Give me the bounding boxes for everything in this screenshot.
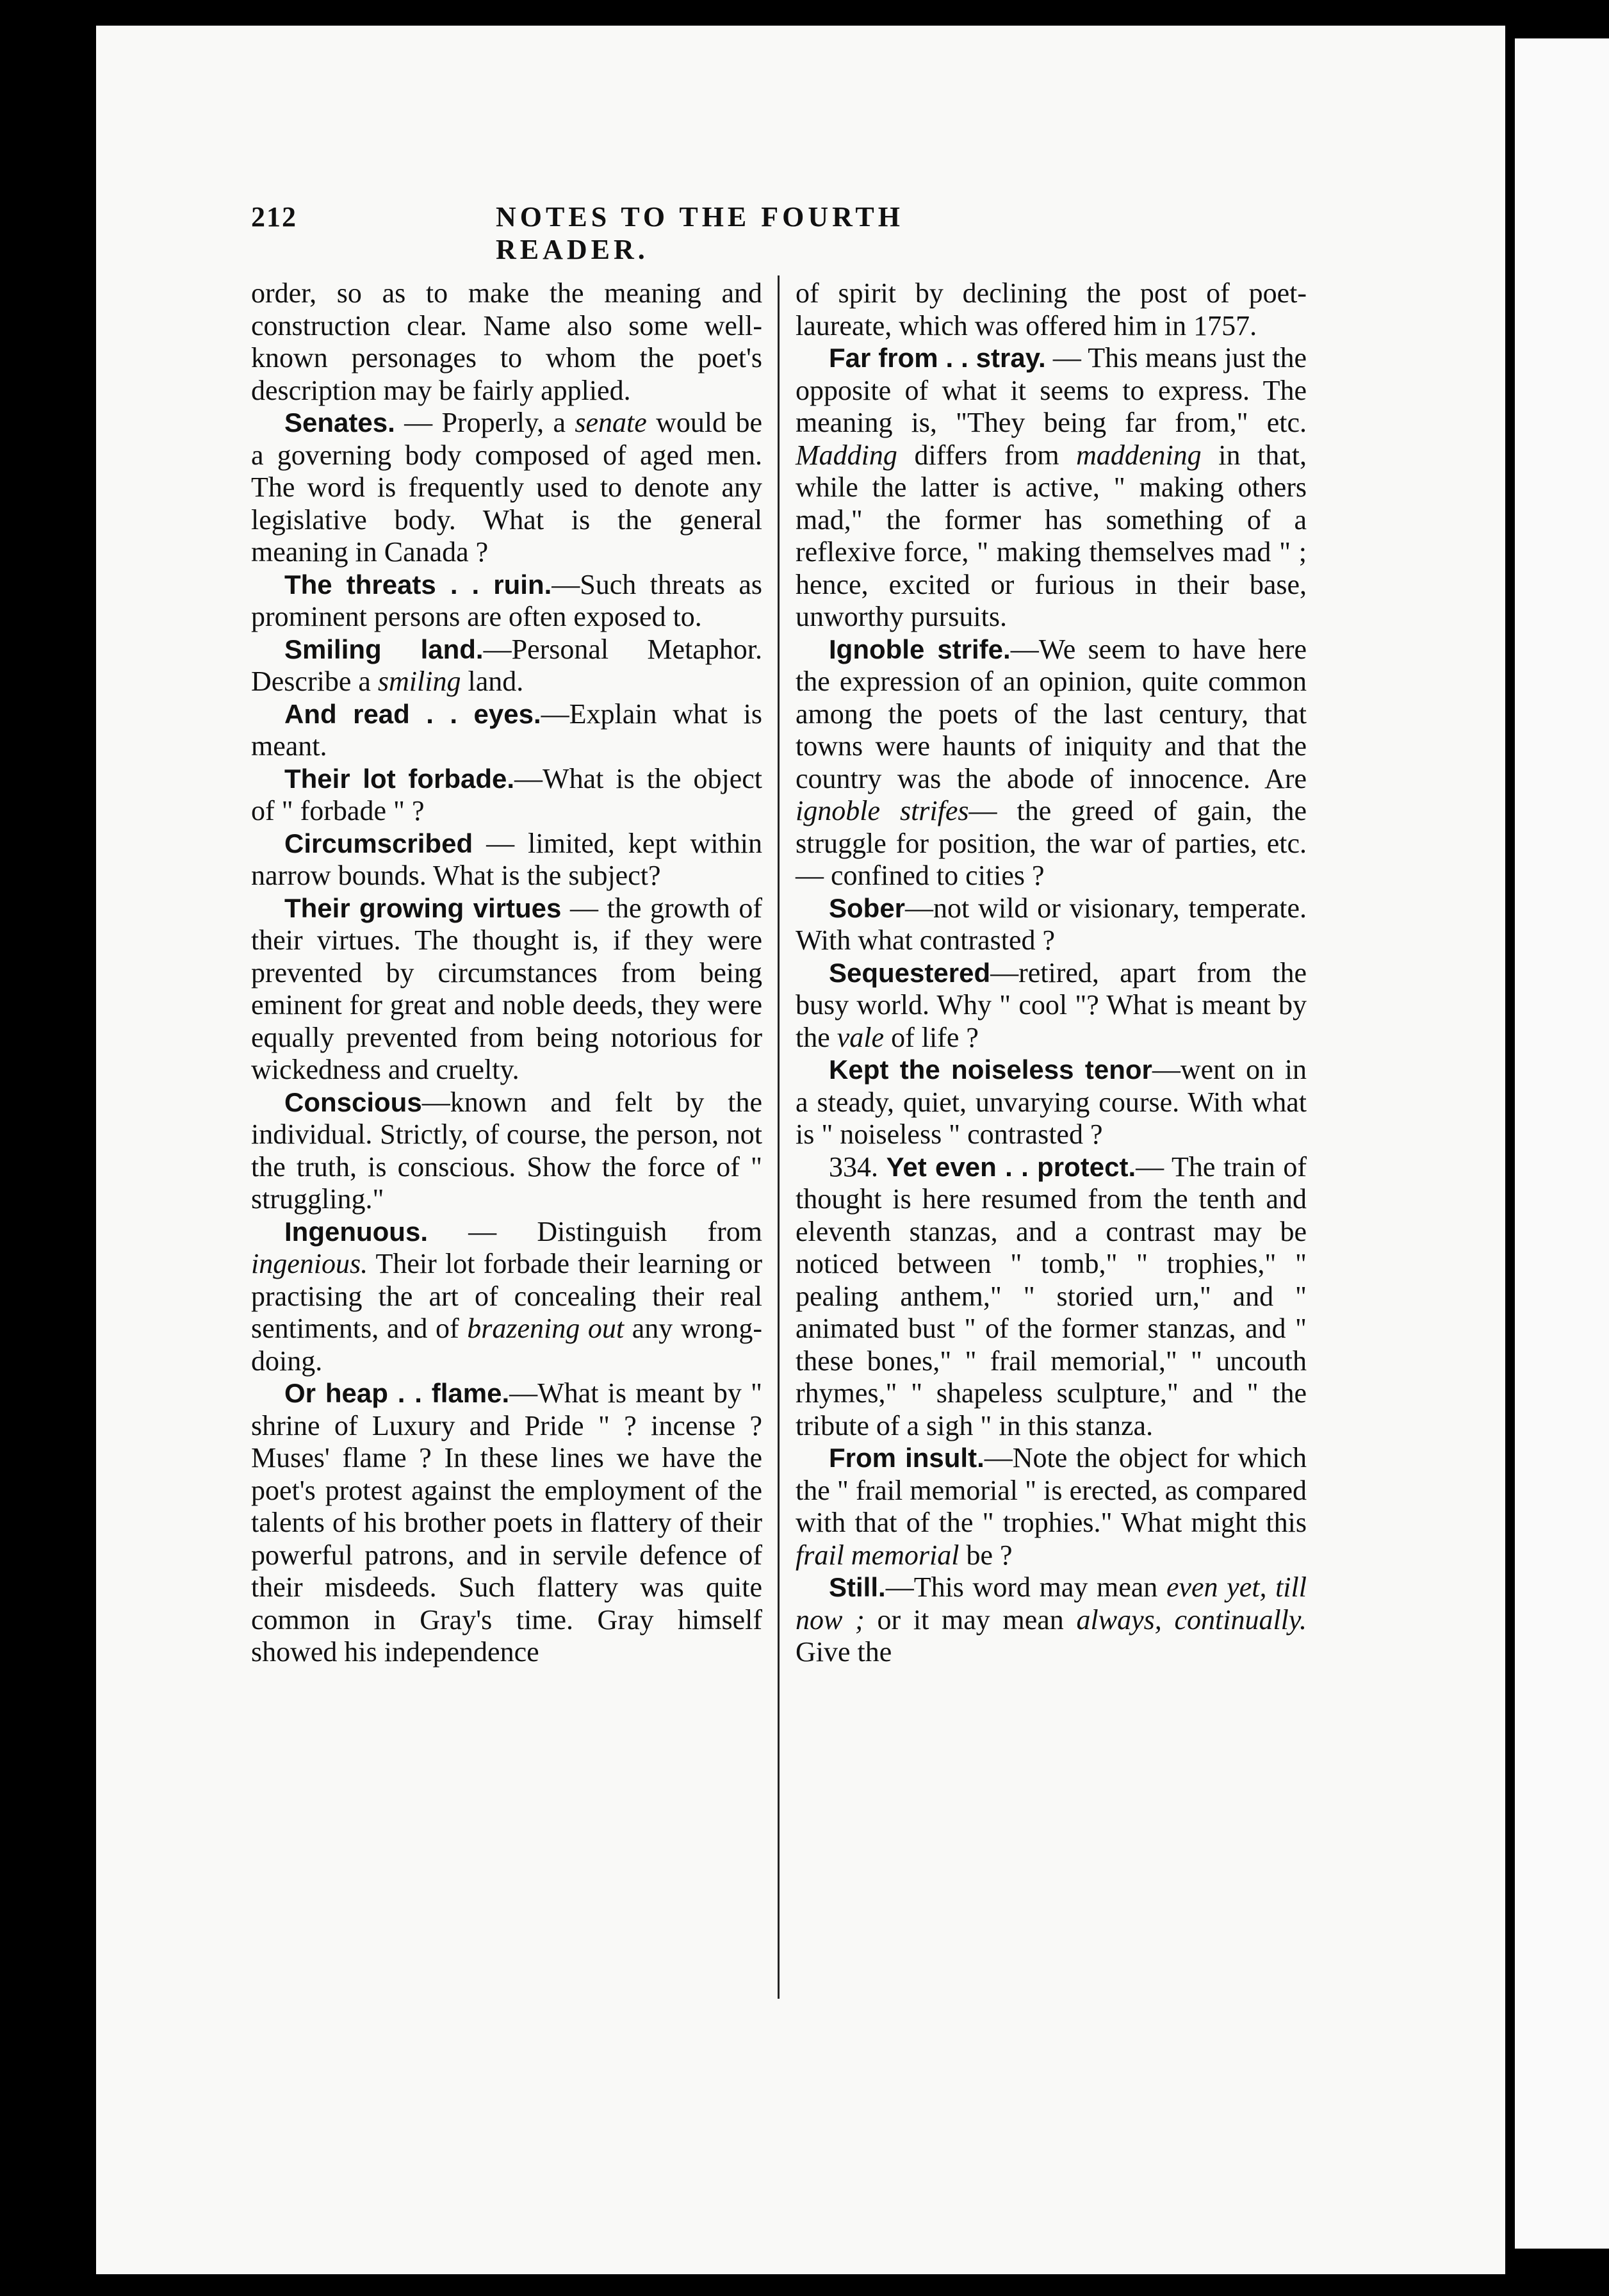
note-text: differs from bbox=[897, 439, 1077, 471]
page-number: 212 bbox=[251, 201, 297, 233]
note-text: —not wild or visionary, temperate. With what contrasted ? bbox=[796, 892, 1307, 956]
note-yet-even bbox=[796, 1151, 1307, 1443]
note-heading: And read . . eyes. bbox=[284, 698, 541, 729]
note-text: land. bbox=[461, 666, 524, 697]
note-italic: smiling bbox=[377, 666, 461, 697]
paragraph-continuation bbox=[796, 277, 1307, 342]
note-italic: senate bbox=[575, 407, 647, 438]
left-column bbox=[251, 277, 762, 1669]
note-far-from bbox=[796, 342, 1307, 634]
note-text: —Such threats as prominent persons are often exposed to. bbox=[251, 568, 762, 632]
line-number: 334. bbox=[829, 1151, 886, 1183]
note-heading: Circumscribed bbox=[284, 828, 473, 858]
note-their-lot-forbade bbox=[251, 763, 762, 828]
note-text: Give the bbox=[796, 1636, 892, 1668]
note-heading: Senates. bbox=[284, 407, 395, 438]
note-text: —Personal Metaphor. Describe a bbox=[251, 633, 762, 697]
note-italic: frail memorial bbox=[796, 1539, 960, 1571]
note-text: — the greed of gain, the struggle for position, the war of parties, etc.— confined to cities ? bbox=[796, 795, 1307, 891]
note-heading: Ingenuous. bbox=[284, 1216, 428, 1247]
note-text: any wrong-doing. bbox=[251, 1313, 763, 1377]
note-heading: Conscious bbox=[284, 1086, 422, 1117]
note-heading: Their growing virtues bbox=[284, 892, 562, 923]
note-heading: Their lot forbade. bbox=[284, 763, 515, 794]
running-title: NOTES TO THE FOURTH READER. bbox=[496, 201, 904, 265]
note-text: — Distinguish from bbox=[428, 1215, 762, 1247]
note-text: —retired, apart from the busy world. Why " cool "? What is meant by the bbox=[796, 956, 1307, 1053]
note-text: — the growth of their virtues. The thought is, if they were prevented by circumstances from being eminent for great and noble deeds, they were equally prevented from being notorious for wickedness and cruelty. bbox=[251, 892, 763, 1085]
note-heading: The threats . . ruin. bbox=[284, 569, 552, 600]
note-text: — This means just the opposite of what it seems to express. The meaning is, "They being far from," etc. bbox=[796, 342, 1307, 438]
note-italic: vale bbox=[837, 1021, 885, 1053]
note-heading: Yet even . . protect. bbox=[886, 1151, 1136, 1182]
note-from-insult bbox=[796, 1442, 1307, 1571]
note-senates bbox=[251, 407, 762, 569]
note-italic: always, continually. bbox=[1076, 1603, 1307, 1636]
note-text: in that, while the latter is active, " making others mad," the former has something of a reflexive force, " making themselves mad " ; hence, excited or furious in their base, unworthy pursuits. bbox=[796, 439, 1307, 632]
note-heading: Kept the noiseless tenor bbox=[829, 1054, 1152, 1085]
note-the-threats bbox=[251, 569, 762, 634]
note-heading: Still. bbox=[829, 1572, 886, 1602]
note-text: would be a governing body composed of aged men. The word is frequently used to denote any legislative body. What is the general meaning in Canada ? bbox=[251, 407, 763, 568]
note-heading: Far from . . stray. bbox=[829, 343, 1046, 373]
note-italic: brazening out bbox=[467, 1313, 625, 1344]
note-and-read bbox=[251, 698, 762, 763]
note-text: —We seem to have here the expression of an opinion, quite common among the poets of the last century, that towns were haunts of iniquity and that the country was the abode of innocence. Are bbox=[796, 633, 1307, 794]
note-italic: Madding bbox=[796, 439, 897, 471]
note-smiling-land bbox=[251, 634, 762, 698]
note-text: —What is the object of " forbade " ? bbox=[251, 762, 762, 826]
note-text: —known and felt by the individual. Strictly, of course, the person, not the truth, is conscious. Show the force of " struggling." bbox=[251, 1086, 762, 1215]
note-heading: Sober bbox=[829, 892, 906, 923]
note-heading: Sequestered bbox=[829, 957, 991, 988]
paragraph-text: order, so as to make the meaning and construction clear. Name also some well-known personages to whom the poet's description may be fairly applied. bbox=[251, 277, 762, 406]
note-or-heap bbox=[251, 1377, 762, 1669]
note-their-growing-virtues bbox=[251, 892, 762, 1086]
note-text: —Note the object for which the " frail memorial " is erected, as compared with that of the " trophies." What might this bbox=[796, 1442, 1307, 1538]
note-heading: From insult. bbox=[829, 1443, 984, 1473]
note-text: of life ? bbox=[884, 1021, 979, 1053]
note-italic: ingenious. bbox=[251, 1248, 368, 1279]
note-italic: maddening bbox=[1076, 439, 1202, 471]
note-text: or it may mean bbox=[864, 1603, 1077, 1636]
column-divider bbox=[778, 275, 780, 1999]
note-heading: Ignoble strife. bbox=[829, 634, 1011, 664]
adjacent-page-edge bbox=[1515, 38, 1609, 2249]
note-text: —Explain what is meant. bbox=[251, 698, 762, 762]
note-kept-the-noiseless-tenor bbox=[796, 1054, 1307, 1151]
paragraph-text: of spirit by declining the post of poet-laureate, which was offered him in 1757. bbox=[796, 277, 1307, 341]
note-ignoble-strife bbox=[796, 634, 1307, 892]
note-text: Their lot forbade their learning or practising the art of concealing their real sentiments, and of bbox=[251, 1248, 762, 1344]
note-text: —What is meant by " shrine of Luxury and Pride " ? incense ? Muses' flame ? In these lines we have the poet's protest against the employment of the talents of his brother poets in flattery of their powerful patrons, and in servile defence of their misdeeds. Such flattery was quite common in Gray's time. Gray himself showed his independence bbox=[251, 1377, 762, 1668]
note-text: be ? bbox=[959, 1539, 1013, 1571]
note-sober bbox=[796, 892, 1307, 957]
note-still bbox=[796, 1571, 1307, 1669]
note-heading: Smiling land. bbox=[284, 634, 484, 664]
note-heading: Or heap . . flame. bbox=[284, 1378, 510, 1408]
paragraph-continuation bbox=[251, 277, 762, 407]
note-text: — Properly, a bbox=[395, 407, 575, 438]
note-text: — The train of thought is here resumed from the tenth and eleventh stanzas, and a contrast may be noticed between " tomb," " trophies," " pealing anthem," " storied urn," and " animated bust " of the former stanzas, and " these bones," " frail memorial," " uncouth rhymes," " shapeless sculpture," and " the tribute of a sigh " in this stanza. bbox=[796, 1151, 1307, 1441]
note-ingenuous bbox=[251, 1216, 762, 1378]
note-conscious bbox=[251, 1086, 762, 1216]
note-text: — limited, kept within narrow bounds. What is the subject? bbox=[251, 827, 762, 891]
note-circumscribed bbox=[251, 828, 762, 892]
note-text: —This word may mean bbox=[885, 1571, 1166, 1603]
right-column bbox=[796, 277, 1307, 1669]
note-sequestered bbox=[796, 957, 1307, 1054]
note-text: —went on in a steady, quiet, unvarying course. With what is " noiseless " contrasted ? bbox=[796, 1054, 1307, 1150]
running-header bbox=[251, 201, 1065, 265]
note-italic: even yet, till now ; bbox=[796, 1571, 1307, 1636]
note-italic: ignoble strifes bbox=[796, 795, 969, 826]
